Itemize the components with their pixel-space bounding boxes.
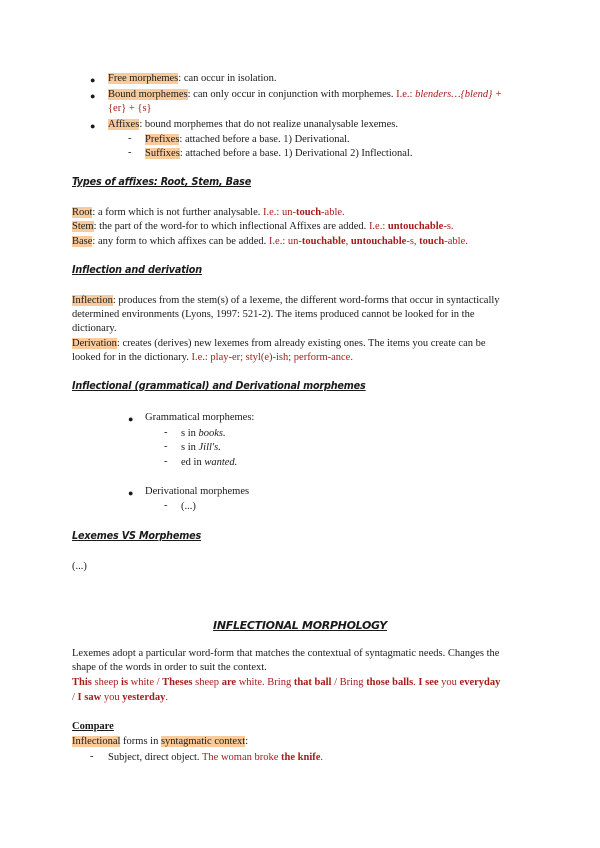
example-text: -s.	[443, 221, 454, 232]
example-text: -s,	[406, 236, 420, 247]
list-item-wanted	[181, 456, 237, 470]
example-bold: touch	[419, 236, 445, 247]
definition-text: : the part of the word-for to which inflectional Affixes are added.	[93, 221, 369, 232]
bullet-icon: ●	[90, 91, 96, 101]
term-syntagmatic-context: syntagmatic context	[160, 736, 246, 747]
example-bold: touch	[295, 207, 322, 218]
example-text: -able.	[444, 236, 468, 247]
section-heading-lexemes: Lexemes VS Morphemes	[72, 530, 202, 542]
dash-marker: -	[128, 133, 132, 144]
item-text: s in	[181, 442, 199, 453]
definition-text: looked for in the dictionary.	[72, 352, 192, 363]
example-text: sheep	[192, 677, 222, 688]
definition-text: : can occur in isolation.	[178, 73, 277, 84]
example-text: / Bring	[331, 677, 367, 688]
example-bold: I saw	[77, 692, 102, 703]
term-derivation: Derivation	[72, 338, 117, 349]
item-italic: Jill's.	[198, 442, 221, 453]
term-affixes: Affixes	[108, 119, 140, 130]
definition-text: : attached before a base. 1) Derivational.	[179, 134, 350, 145]
list-item-grammatical: Grammatical morphemes:	[145, 412, 255, 423]
body-text: (...)	[72, 561, 87, 572]
example-sentence	[72, 676, 500, 690]
example-text: you	[438, 677, 460, 688]
example-bold: untouchable	[387, 221, 444, 232]
example-bold: This	[72, 677, 92, 688]
definition-text: : produces from the stem(s) of a lexeme, the different word-forms that occur in syntactically	[112, 295, 500, 306]
example-bold: is	[121, 677, 129, 688]
definition-derivation	[72, 337, 486, 351]
list-item-affixes	[108, 118, 398, 132]
definition-derivation-line2	[72, 351, 353, 365]
paragraph-text: shape of the words in order to suit the context.	[72, 662, 267, 673]
term-root: Root	[72, 207, 93, 218]
definition-text: dictionary.	[72, 323, 117, 334]
example-text: I.e.:	[368, 221, 388, 232]
example-bold: Theses	[162, 677, 193, 688]
body-text: forms in	[120, 736, 161, 747]
list-item-books	[181, 427, 226, 441]
example-bold: touchable	[301, 236, 346, 247]
definition-base	[72, 235, 468, 249]
list-item-prefixes	[145, 133, 350, 147]
list-item-ellipsis: (...)	[181, 501, 196, 512]
definition-root	[72, 206, 345, 220]
item-text: ed in	[181, 457, 205, 468]
definition-stem	[72, 220, 454, 234]
example-text: sheep	[91, 677, 122, 688]
term-inflectional: Inflectional	[72, 736, 121, 747]
example-text: white /	[128, 677, 163, 688]
example-text: you	[101, 692, 123, 703]
body-text: :	[245, 736, 249, 747]
list-item-derivational: Derivational morphemes	[145, 486, 250, 497]
dash-marker: -	[128, 147, 132, 158]
example-text: .	[165, 692, 168, 703]
section-heading-morphemes: Inflectional (grammatical) and Derivational morphemes	[72, 380, 366, 392]
item-italic: wanted.	[204, 457, 238, 468]
example-bold: those balls	[366, 677, 414, 688]
term-base: Base	[72, 236, 93, 247]
example-text: I.e.: un-	[268, 236, 302, 247]
term-suffixes: Suffixes	[145, 148, 180, 159]
compare-heading: Compare	[72, 721, 114, 732]
section-heading-types: Types of affixes: Root, Stem, Base	[72, 176, 252, 188]
term-stem: Stem	[72, 221, 94, 232]
list-item-suffixes	[145, 147, 412, 161]
example-text: blenders…{blend} +	[415, 89, 503, 100]
body-text: Subject, direct object.	[108, 752, 202, 763]
definition-text: : any form to which affixes can be added.	[92, 236, 269, 247]
example-text: .	[320, 752, 324, 763]
chapter-title: INFLECTIONAL MORPHOLOGY	[213, 619, 387, 632]
bullet-icon: ●	[128, 414, 134, 424]
example-continuation: {er} + {s}	[108, 103, 152, 114]
example-text: The woman broke	[202, 752, 282, 763]
example-label: I.e.:	[396, 89, 416, 100]
term-prefixes: Prefixes	[145, 134, 180, 145]
definition-inflection	[72, 294, 500, 308]
item-text: s in	[181, 428, 199, 439]
list-item-free	[108, 72, 277, 86]
example-bold: the knife	[281, 752, 321, 763]
definition-text: : creates (derives) new lexemes from already existing ones. The items you create can be	[116, 338, 486, 349]
compare-item	[108, 751, 323, 765]
example-text: I.e.: play-er; styl(e)-ish; perform-ance.	[191, 352, 353, 363]
definition-text: : a form which is not further analysable.	[92, 207, 263, 218]
example-text: white. Bring	[236, 677, 294, 688]
dash-marker: -	[164, 456, 168, 467]
term-inflection: Inflection	[72, 295, 113, 306]
term-free-morphemes: Free morphemes	[108, 73, 179, 84]
definition-text: : attached before a base. 1) Derivational 2) Inflectional.	[179, 148, 413, 159]
example-text: /	[72, 692, 78, 703]
list-item-jills	[181, 441, 221, 455]
list-item-bound	[108, 88, 502, 102]
definition-text: : bound morphemes that do not realize unanalysable lexemes.	[139, 119, 398, 130]
term-bound-morphemes: Bound morphemes	[108, 89, 188, 100]
paragraph-text: Lexemes adopt a particular word-form that matches the contextual of syntagmatic needs. Changes the	[72, 648, 500, 659]
example-text: .	[413, 677, 419, 688]
section-heading-inflection: Inflection and derivation	[72, 264, 202, 276]
example-bold: untouchable	[350, 236, 407, 247]
definition-text: : can only occur in conjunction with morphemes.	[187, 89, 397, 100]
example-text: -able.	[321, 207, 345, 218]
bullet-icon: ●	[128, 488, 134, 498]
bullet-icon: ●	[90, 121, 96, 131]
example-bold: everyday	[459, 677, 501, 688]
example-text: ,	[345, 236, 351, 247]
definition-text: determined environments (Lyons, 1997: 521-2). The items produced cannot be looked for in the	[72, 309, 475, 320]
bullet-icon: ●	[90, 75, 96, 85]
dash-marker: -	[90, 751, 94, 762]
example-bold: that ball	[293, 677, 332, 688]
dash-marker: -	[164, 427, 168, 438]
compare-line	[72, 735, 248, 749]
example-sentence-2	[72, 691, 168, 705]
example-bold: I see	[418, 677, 439, 688]
example-bold: yesterday	[122, 692, 166, 703]
dash-marker: -	[164, 500, 168, 511]
example-text: I.e.: un-	[263, 207, 296, 218]
example-bold: are	[221, 677, 237, 688]
item-italic: books.	[198, 428, 226, 439]
dash-marker: -	[164, 441, 168, 452]
